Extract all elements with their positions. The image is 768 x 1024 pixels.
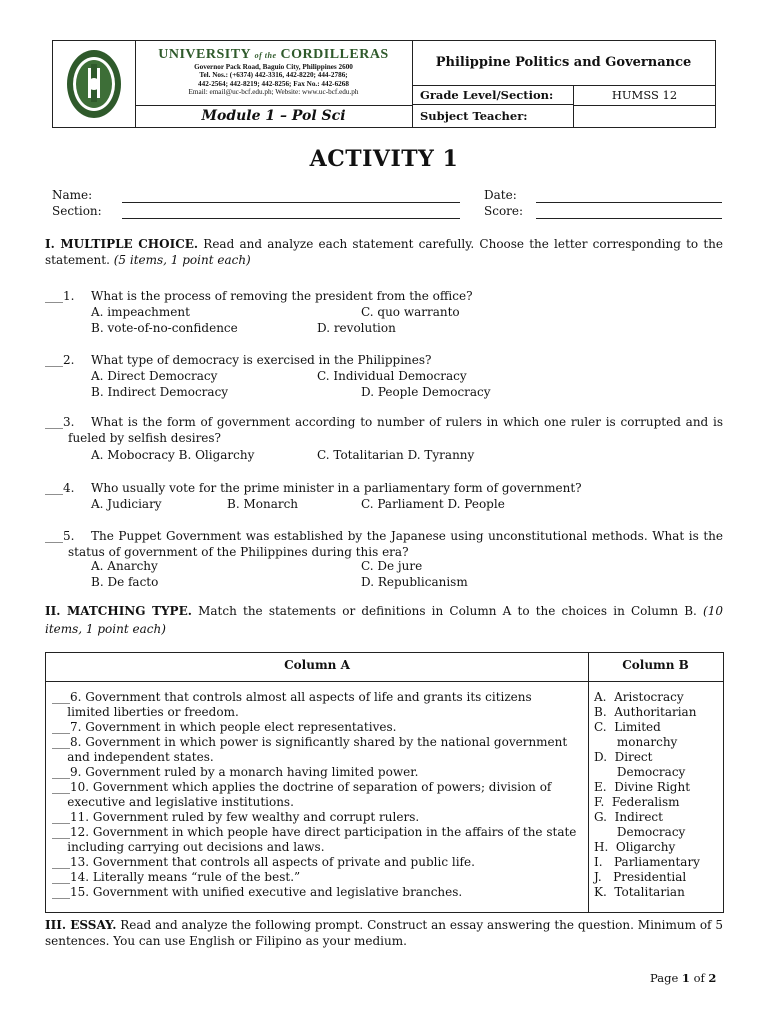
choice-item-cont: Democracy bbox=[594, 765, 686, 779]
university-seal-logo bbox=[53, 41, 136, 127]
part2-points-b: items, 1 point each) bbox=[45, 622, 166, 636]
matching-item-cont: limited liberties or freedom. bbox=[52, 705, 239, 719]
part1-points: (5 items, 1 point each) bbox=[113, 253, 251, 267]
q5-option-b: B. De facto bbox=[91, 575, 159, 589]
matching-item[interactable]: ___9. Government ruled by a monarch having limited power. bbox=[52, 765, 419, 779]
address-line: Governor Pack Road, Baguio City, Philippines 2600 bbox=[194, 63, 353, 71]
q3-number: 3. bbox=[63, 415, 75, 429]
q2-answer-blank[interactable] bbox=[45, 353, 74, 368]
matching-item[interactable]: ___15. Government with unified executive and legislative branches. bbox=[52, 885, 463, 899]
q5-option-c: C. De jure bbox=[361, 559, 423, 573]
choice-item: E. Divine Right bbox=[594, 780, 691, 794]
q4-answer-blank[interactable] bbox=[45, 481, 74, 496]
matching-item[interactable]: ___13. Government that controls all aspects of private and public life. bbox=[52, 855, 475, 869]
score-field[interactable] bbox=[536, 218, 722, 219]
choice-item: J. Presidential bbox=[594, 870, 687, 884]
column-b-header: Column B bbox=[588, 653, 723, 682]
q1-number: 1. bbox=[63, 289, 75, 303]
q1-option-d: D. revolution bbox=[317, 321, 396, 335]
q2-option-c: C. Individual Democracy bbox=[317, 369, 467, 383]
subject-teacher-label: Subject Teacher: bbox=[412, 105, 574, 127]
choice-item: C. Limited bbox=[594, 720, 661, 734]
university-name-part1: UNIVERSITY bbox=[158, 47, 251, 62]
q5-blank[interactable]: ___ bbox=[45, 529, 63, 543]
q1-option-a: A. impeachment bbox=[91, 305, 190, 319]
q4-option-b: B. Monarch bbox=[227, 497, 299, 511]
part2-instruction-line1 bbox=[45, 604, 723, 619]
choice-item: A. Aristocracy bbox=[594, 690, 684, 704]
q1-answer-blank[interactable] bbox=[45, 289, 74, 304]
score-label: Score: bbox=[484, 204, 524, 218]
part1-heading: I. MULTIPLE CHOICE. bbox=[45, 237, 199, 251]
university-info bbox=[135, 41, 413, 106]
q2-text: What type of democracy is exercised in the Philippines? bbox=[91, 353, 432, 367]
page-label: Page bbox=[650, 971, 679, 985]
q3-blank[interactable]: ___ bbox=[45, 415, 63, 429]
subject-title: Philippine Politics and Governance bbox=[412, 41, 715, 86]
part3-instruction-line1 bbox=[45, 918, 723, 933]
q5-number: 5. bbox=[63, 529, 75, 543]
matching-item-cont: including carrying out decisions and laws. bbox=[52, 840, 325, 854]
part1-instruction-text: Read and analyze each statement carefully. Choose the letter corresponding to the bbox=[203, 237, 723, 251]
q5-text-line2: status of government of the Philippines during this era? bbox=[68, 545, 409, 559]
column-a-body bbox=[46, 682, 589, 912]
part3-heading: III. ESSAY. bbox=[45, 918, 117, 932]
choice-item: H. Oligarchy bbox=[594, 840, 676, 854]
part3-instruction-text: Read and analyze the following prompt. Construct an essay answering the question. Minimum of 5 bbox=[120, 918, 723, 932]
section-field[interactable] bbox=[122, 218, 460, 219]
q4-number: 4. bbox=[63, 481, 75, 495]
part2-points-a: (10 bbox=[703, 604, 723, 618]
page-number bbox=[650, 971, 716, 986]
date-label: Date: bbox=[484, 188, 517, 202]
q3-options-cd: C. Totalitarian D. Tyranny bbox=[317, 448, 475, 462]
page-current: 1 bbox=[681, 971, 690, 985]
activity-title: ACTIVITY 1 bbox=[309, 146, 459, 172]
q3-options-ab: A. Mobocracy B. Oligarchy bbox=[91, 448, 255, 462]
section-label: Section: bbox=[52, 204, 102, 218]
page-total: 2 bbox=[708, 971, 717, 985]
q5-option-a: A. Anarchy bbox=[91, 559, 158, 573]
column-a-header: Column A bbox=[46, 653, 589, 682]
choice-item: B. Authoritarian bbox=[594, 705, 697, 719]
q1-blank[interactable]: ___ bbox=[45, 289, 63, 303]
page-of: of bbox=[693, 971, 705, 985]
university-name bbox=[135, 47, 412, 63]
choice-item: D. Direct bbox=[594, 750, 653, 764]
matching-table bbox=[45, 652, 724, 913]
part2-instruction-text: Match the statements or definitions in Column A to the choices in Column B. bbox=[198, 604, 697, 618]
matching-item[interactable]: ___11. Government ruled by few wealthy and corrupt rulers. bbox=[52, 810, 420, 824]
matching-item[interactable]: ___10. Government which applies the doctrine of separation of powers; division of bbox=[52, 780, 552, 794]
phone-line-2: 442-2564; 442-8219; 442-8256; Fax No.: 442-6268 bbox=[198, 79, 349, 88]
q5-answer-blank[interactable] bbox=[45, 529, 74, 544]
q1-option-b: B. vote-of-no-confidence bbox=[91, 321, 238, 335]
q2-number: 2. bbox=[63, 353, 75, 367]
name-label: Name: bbox=[52, 188, 93, 202]
q2-option-b: B. Indirect Democracy bbox=[91, 385, 229, 399]
q4-blank[interactable]: ___ bbox=[45, 481, 63, 495]
university-name-of: of the bbox=[254, 51, 277, 60]
name-field[interactable] bbox=[122, 202, 460, 203]
matching-item[interactable]: ___6. Government that controls almost all aspects of life and grants its citizens bbox=[52, 690, 532, 704]
matching-item[interactable]: ___14. Literally means “rule of the best.” bbox=[52, 870, 301, 884]
choice-item-cont: Democracy bbox=[594, 825, 686, 839]
university-name-part2: CORDILLERAS bbox=[280, 47, 389, 62]
q2-option-d: D. People Democracy bbox=[361, 385, 491, 399]
q5-option-d: D. Republicanism bbox=[361, 575, 468, 589]
grade-level-label: Grade Level/Section: bbox=[412, 85, 574, 105]
matching-item-cont: executive and legislative institutions. bbox=[52, 795, 294, 809]
choice-item-cont: monarchy bbox=[594, 735, 678, 749]
q1-text: What is the process of removing the president from the office? bbox=[91, 289, 473, 303]
header-table bbox=[52, 40, 716, 128]
q3-text-line2: fueled by selfish desires? bbox=[68, 431, 221, 445]
q4-option-a: A. Judiciary bbox=[91, 497, 162, 511]
matching-item-cont: and independent states. bbox=[52, 750, 214, 764]
column-b-body bbox=[588, 682, 723, 912]
choice-item: F. Federalism bbox=[594, 795, 680, 809]
date-field[interactable] bbox=[536, 202, 722, 203]
q3-answer-blank[interactable] bbox=[45, 415, 74, 430]
email-line: Email: email@uc-bcf.edu.ph; Website: www.uc-bcf.edu.ph bbox=[188, 88, 359, 97]
phone-line: Tel. Nos.: (+6374) 442-3316, 442-8220; 444-2786; bbox=[199, 71, 348, 80]
matching-item[interactable]: ___12. Government in which people have direct participation in the affairs of the state bbox=[52, 825, 577, 839]
q4-options-cd: C. Parliament D. People bbox=[361, 497, 505, 511]
part2-heading: II. MATCHING TYPE. bbox=[45, 604, 192, 618]
q2-option-a: A. Direct Democracy bbox=[91, 369, 218, 383]
grade-level-value[interactable]: HUMSS 12 bbox=[574, 85, 715, 106]
part1-instruction-line1 bbox=[45, 237, 723, 252]
q3-text-line1: What is the form of government according to number of rulers in which one ruler is corrupted and is bbox=[91, 415, 723, 429]
matching-item[interactable]: ___7. Government in which people elect representatives. bbox=[52, 720, 397, 734]
q2-blank[interactable]: ___ bbox=[45, 353, 63, 367]
q4-text: Who usually vote for the prime minister in a parliamentary form of government? bbox=[91, 481, 582, 495]
q1-option-c: C. quo warranto bbox=[361, 305, 460, 319]
subject-teacher-value[interactable] bbox=[574, 105, 715, 127]
module-label: Module 1 – Pol Sci bbox=[135, 105, 413, 127]
choice-item: G. Indirect bbox=[594, 810, 663, 824]
part1-instruction-line2 bbox=[45, 253, 251, 268]
part3-instruction-line2: sentences. You can use English or Filipino as your medium. bbox=[45, 934, 407, 948]
choice-item: K. Totalitarian bbox=[594, 885, 685, 899]
choice-item: I. Parliamentary bbox=[594, 855, 700, 869]
matching-item[interactable]: ___8. Government in which power is significantly shared by the national government bbox=[52, 735, 568, 749]
q5-text-line1: The Puppet Government was established by the Japanese using unconstitutional methods. What is the bbox=[91, 529, 723, 543]
part1-instruction-cont: statement. bbox=[45, 253, 110, 267]
